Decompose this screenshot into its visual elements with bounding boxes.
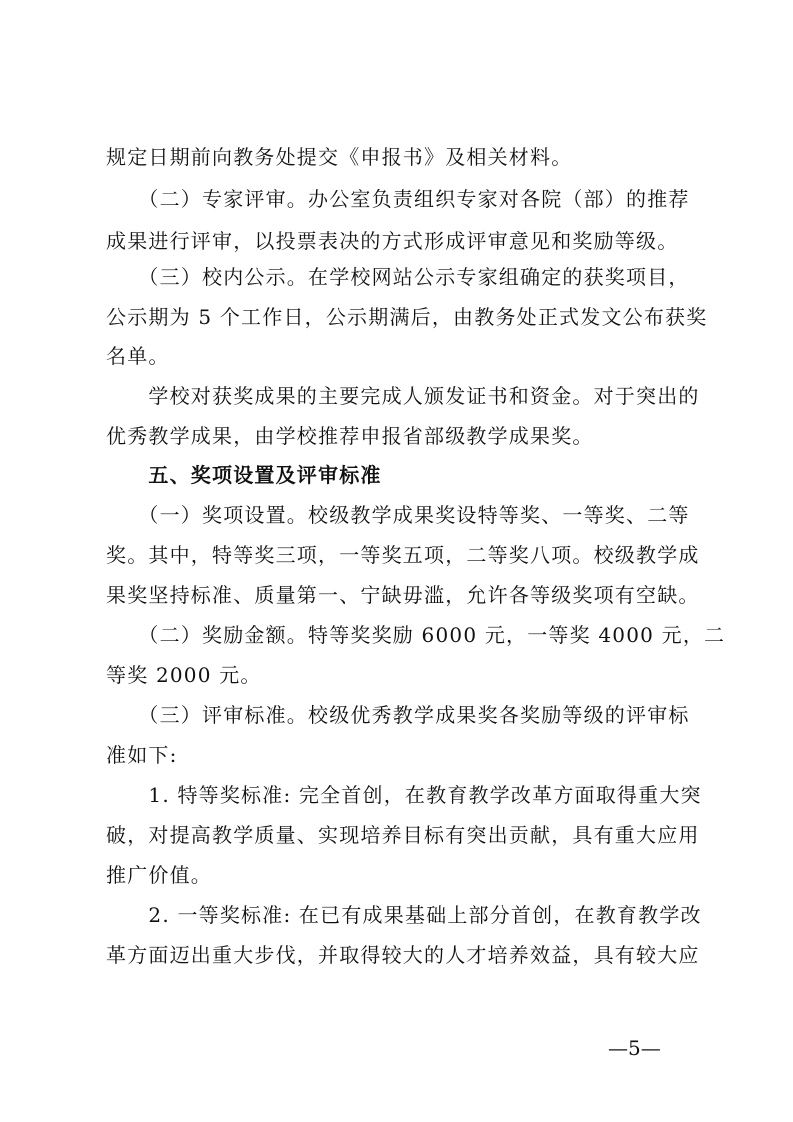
paragraph-line: 优秀教学成果，由学校推荐申报省部级教学成果奖。 — [106, 424, 594, 448]
paragraph-line: 公示期为 5 个工作日，公示期满后，由教务处正式发文公布获奖 — [106, 305, 708, 329]
paragraph-line: （二）专家评审。办公室负责组织专家对各院（部）的推荐 — [106, 187, 690, 211]
page-number: —5— — [608, 1036, 661, 1060]
paragraph-line: 推广价值。 — [106, 863, 212, 887]
paragraph-line: 破，对提高教学质量、实现培养目标有突出贡献，具有重大应用 — [106, 823, 700, 847]
paragraph-line: 学校对获奖成果的主要完成人颁发证书和资金。对于突出的 — [106, 384, 700, 408]
paragraph-line: 等奖 2000 元。 — [106, 663, 262, 687]
paragraph-line: 2. 一等奖标准: 在已有成果基础上部分首创，在教育教学改 — [106, 903, 702, 927]
paragraph-line: （一）奖项设置。校级教学成果奖设特等奖、一等奖、二等 — [106, 503, 690, 527]
paragraph-line: （三）评审标准。校级优秀教学成果奖各奖励等级的评审标 — [106, 703, 690, 727]
section-heading: 五、奖项设置及评审标准 — [106, 463, 382, 487]
paragraph-line: 规定日期前向教务处提交《申报书》及相关材料。 — [106, 145, 573, 169]
paragraph-line: 果奖坚持标准、质量第一、宁缺毋滥，允许各等级奖项有空缺。 — [106, 583, 700, 607]
paragraph-line: 准如下: — [106, 743, 178, 767]
paragraph-line: （二）奖励金额。特等奖奖励 6000 元，一等奖 4000 元，二 — [106, 623, 726, 647]
paragraph-line: 革方面迈出重大步伐，并取得较大的人才培养效益，具有较大应 — [106, 943, 700, 967]
paragraph-line: 1. 特等奖标准: 完全首创，在教育教学改革方面取得重大突 — [106, 783, 702, 807]
paragraph-line: 奖。其中，特等奖三项，一等奖五项，二等奖八项。校级教学成 — [106, 543, 700, 567]
paragraph-line: （三）校内公示。在学校网站公示专家组确定的获奖项目， — [106, 265, 690, 289]
paragraph-line: 成果进行评审，以投票表决的方式形成评审意见和奖励等级。 — [106, 229, 679, 253]
paragraph-line: 名单。 — [106, 344, 170, 368]
